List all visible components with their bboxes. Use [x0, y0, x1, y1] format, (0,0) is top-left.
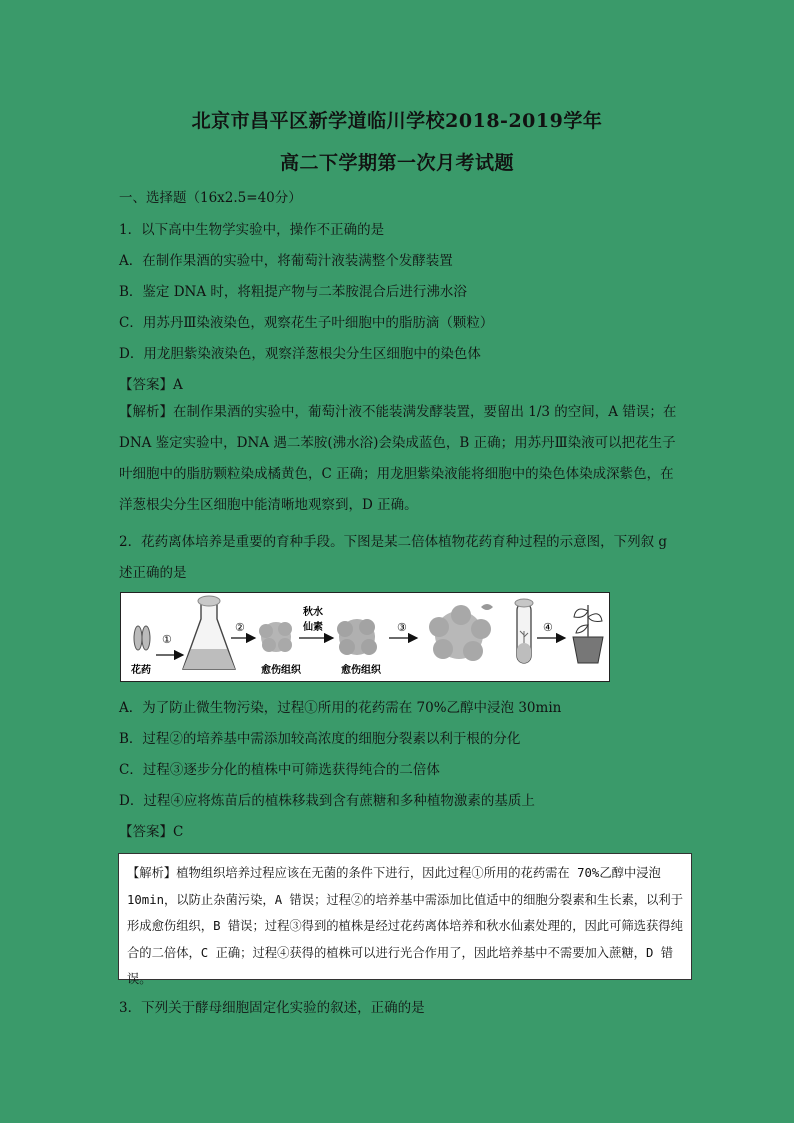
q2-answer: 【答案】C: [119, 824, 184, 840]
label-colchicine-2: 仙素: [303, 622, 323, 633]
q1-option-b: B．鉴定 DNA 时，将粗提产物与二苯胺混合后进行沸水浴: [119, 284, 467, 300]
step-4-label: ④: [543, 621, 553, 634]
plantlet-cluster-icon: [429, 604, 493, 661]
q2-analysis-body: 植物组织培养过程应该在无菌的条件下进行，因此过程①所用的花药需在 70%乙醇中浸泡 10min，以防止杂菌污染，A 错误；过程②的培养基中需添加比值适中的细胞分裂素和生长素，以利于形成愈伤组织，B 错误；过程③得到的植株是经过花药离体培养和秋水仙素处理的，因此可筛选获得纯合的二倍体，C 正确；过程④获得的植株可以进行光合作用了，因此培养基中不需要加入蔗糖，D 错误。: [127, 866, 683, 987]
flask-icon: [183, 596, 235, 669]
q2-stem-line1: 2．花药离体培养是重要的育种手段。下图是某二倍体植物花药育种过程的示意图，下列叙 g: [119, 534, 668, 550]
label-callus-2: 愈伤组织: [341, 665, 381, 676]
q1-option-d: D．用龙胆紫染液染色，观察洋葱根尖分生区细胞中的染色体: [119, 346, 481, 362]
exam-title-line2: 高二下学期第一次月考试题: [279, 152, 514, 174]
q2-option-c: C．过程③逐步分化的植株中可筛选获得纯合的二倍体: [119, 762, 440, 778]
potted-plant-icon: [573, 605, 603, 663]
test-tube-icon: [515, 599, 533, 663]
label-colchicine-1: 秋水: [303, 607, 323, 618]
callus-icon-2: [337, 619, 377, 655]
label-anther: 花药: [131, 665, 151, 676]
q1-option-c: C．用苏丹Ⅲ染液染色，观察花生子叶细胞中的脂肪滴（颗粒）: [119, 315, 494, 331]
label-callus-1: 愈伤组织: [261, 665, 301, 676]
step-1-label: ①: [162, 633, 172, 646]
q2-analysis-head: 【解析】: [127, 866, 177, 880]
q2-analysis-text: [119, 854, 691, 993]
q2-option-d: D．过程④应将炼苗后的植株移栽到含有蔗糖和多种植物激素的基质上: [119, 793, 535, 809]
q2-option-b: B．过程②的培养基中需添加较高浓度的细胞分裂素以利于根的分化: [119, 731, 521, 747]
q3-stem: 3．下列关于酵母细胞固定化实验的叙述，正确的是: [119, 1000, 425, 1016]
q2-option-a: A．为了防止微生物污染，过程①所用的花药需在 70%乙醇中浸泡 30min: [119, 700, 562, 716]
q1-option-a: A．在制作果酒的实验中，将葡萄汁液装满整个发酵装置: [119, 253, 453, 269]
step-2-label: ②: [235, 621, 245, 634]
q1-answer: 【答案】A: [119, 377, 183, 393]
exam-title-line1: 北京市昌平区新学道临川学校2018-2019学年: [191, 110, 603, 132]
anther-culture-diagram: [120, 592, 610, 682]
diagram-svg: [121, 593, 609, 681]
q1-stem: 1．以下高中生物学实验中，操作不正确的是: [119, 222, 385, 238]
q2-analysis-box: [118, 853, 692, 987]
anther-icon: [134, 626, 150, 650]
callus-icon-1: [259, 622, 292, 652]
q1-analysis: 【解析】在制作果酒的实验中，葡萄汁液不能装满发酵装置，要留出 1/3 的空间，A 错误；在 DNA 鉴定实验中，DNA 遇二苯胺(沸水浴)会染成蓝色，B 正确；用苏丹Ⅲ染液可以把花生子叶细胞中的脂肪颗粒染成橘黄色，C 正确；用龙胆紫染液能将细胞中的染色体染成深紫色，在洋葱根尖分生区细胞中能清晰地观察到，D 正确。: [119, 404, 677, 513]
step-3-label: ③: [397, 621, 407, 634]
q2-stem-line2: 述正确的是: [119, 565, 187, 581]
section-heading: 一、选择题（16x2.5=40分）: [119, 190, 302, 206]
